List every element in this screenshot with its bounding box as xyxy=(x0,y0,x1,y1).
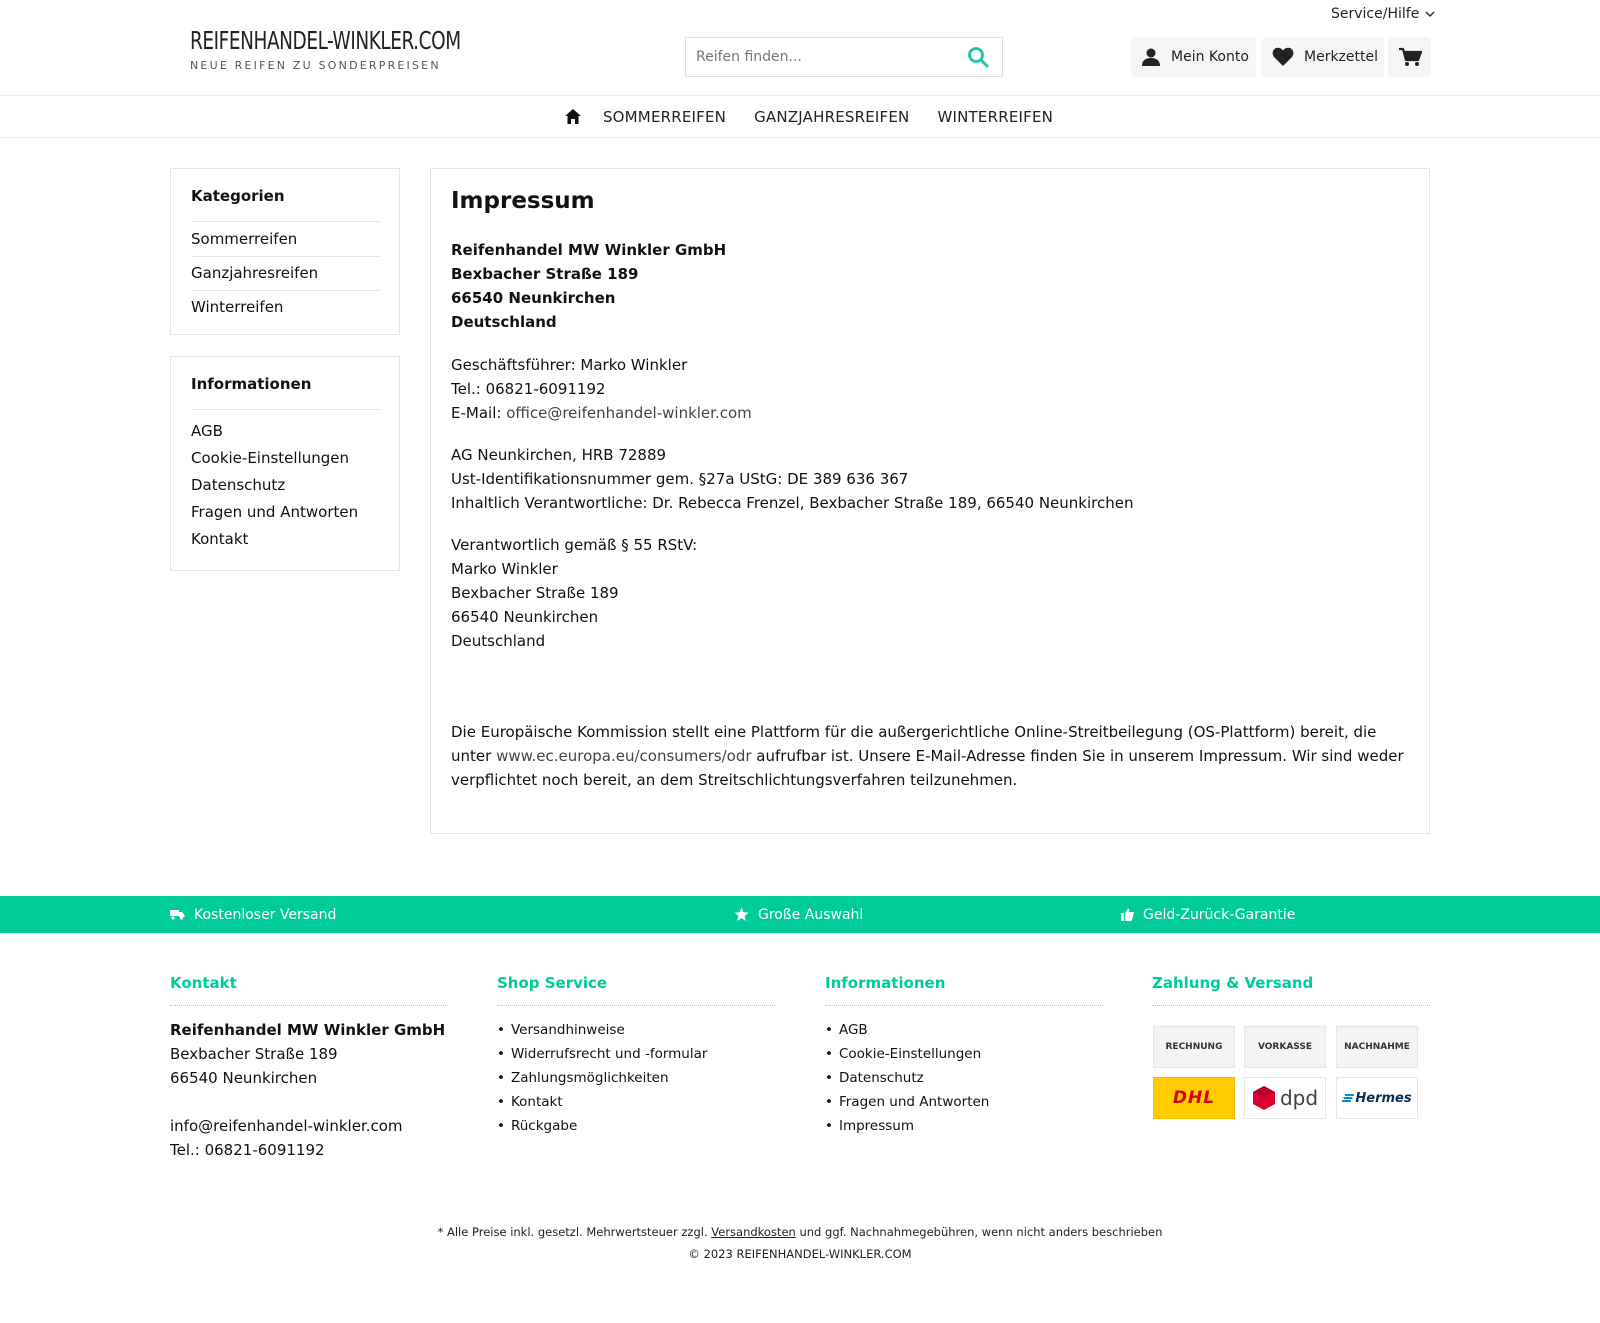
home-icon xyxy=(565,109,581,124)
footer-link-cookie-settings[interactable]: • Cookie-Einstellungen xyxy=(825,1042,1103,1066)
rstv-country: Deutschland xyxy=(451,632,546,650)
rstv-street: Bexbacher Straße 189 xyxy=(451,584,619,602)
information-box xyxy=(170,356,400,571)
company-city: 66540 Neunkirchen xyxy=(451,289,616,307)
sidebar-category-winterreifen[interactable]: Winterreifen xyxy=(191,298,284,316)
divider xyxy=(191,221,381,222)
company-street: Bexbacher Straße 189 xyxy=(451,265,639,283)
usp-selection xyxy=(734,896,863,933)
wishlist-button[interactable] xyxy=(1262,37,1384,77)
search-bar xyxy=(685,37,1003,77)
sidebar-category-ganzjahresreifen[interactable]: Ganzjahresreifen xyxy=(191,264,319,282)
carrier-dhl xyxy=(1153,1077,1235,1119)
footer-street: Bexbacher Straße 189 xyxy=(170,1045,338,1063)
footer-contact xyxy=(170,974,448,1162)
odr-text-1: Die Europäische Kommission stellt eine Plattform für die außergerichtliche Online-Streitbeilegung (OS-Plattform) bereit, die unter xyxy=(451,723,1377,765)
cart-button[interactable] xyxy=(1388,37,1431,77)
footer-phone: Tel.: 06821-6091192 xyxy=(170,1141,325,1159)
sidebar-info-faq[interactable]: Fragen und Antworten xyxy=(191,503,359,521)
carrier-hermes xyxy=(1336,1077,1418,1119)
dpd-cube-icon xyxy=(1252,1085,1276,1111)
contact-details xyxy=(451,353,1411,425)
odr-link[interactable]: www.ec.europa.eu/consumers/odr xyxy=(496,747,752,765)
footer-link-kontakt[interactable]: • Kontakt xyxy=(497,1090,775,1114)
footer-information xyxy=(825,974,1103,1138)
usp-guarantee-label: Geld-Zurück-Garantie xyxy=(1143,906,1296,923)
phone-number: Tel.: 06821-6091192 xyxy=(451,380,606,398)
divider xyxy=(191,409,381,410)
nav-ganzjahresreifen[interactable]: GANZJAHRESREIFEN xyxy=(754,107,910,126)
nav-winterreifen[interactable]: WINTERREIFEN xyxy=(937,107,1054,126)
footer-shop-service xyxy=(497,974,775,1138)
carrier-dpd xyxy=(1244,1077,1326,1119)
categories-title: Kategorien xyxy=(191,187,285,205)
footer-contact-title: Kontakt xyxy=(170,974,237,992)
usp-bar xyxy=(0,896,1600,933)
divider xyxy=(1152,1005,1430,1006)
sidebar-info-datenschutz[interactable]: Datenschutz xyxy=(191,476,286,494)
site-header xyxy=(0,0,1600,96)
footer-link-agb[interactable]: • AGB xyxy=(825,1018,1103,1042)
footer-city: 66540 Neunkirchen xyxy=(170,1069,318,1087)
managing-director: Geschäftsführer: Marko Winkler xyxy=(451,356,688,374)
register-details xyxy=(451,443,1411,515)
divider xyxy=(191,256,381,257)
star-icon xyxy=(734,907,749,922)
carrier-hermes-label: Hermes xyxy=(1355,1090,1412,1106)
payment-vorkasse xyxy=(1244,1026,1326,1068)
account-label: Mein Konto xyxy=(1171,49,1249,65)
payment-vorkasse-label: VORKASSE xyxy=(1257,1042,1313,1052)
site-logo[interactable] xyxy=(170,18,500,80)
payment-rechnung-label: RECHNUNG xyxy=(1165,1042,1223,1052)
copyright: © 2023 REIFENHANDEL-WINKLER.COM xyxy=(688,1247,912,1261)
odr-text-2: aufrufbar ist. Unsere E-Mail-Adresse finden Sie in unserem Impressum. Wir sind weder verpflichtet noch bereit, an dem Streitschlichtungsverfahren teilzunehmen. xyxy=(451,747,1404,789)
footer-link-widerrufsrecht[interactable]: • Widerrufsrecht und -formular xyxy=(497,1042,775,1066)
wishlist-label: Merkzettel xyxy=(1304,49,1378,65)
register-court: AG Neunkirchen, HRB 72889 xyxy=(451,446,667,464)
heart-icon xyxy=(1272,47,1294,67)
email-link[interactable]: office@reifenhandel-winkler.com xyxy=(506,404,752,422)
thumbs-up-icon xyxy=(1121,908,1134,921)
rstv-title: Verantwortlich gemäß § 55 RStV: xyxy=(451,536,698,554)
footer-payment-title: Zahlung & Versand xyxy=(1152,974,1314,992)
usp-guarantee xyxy=(1121,896,1295,933)
carrier-dpd-label: dpd xyxy=(1279,1086,1319,1110)
footer-company-name: Reifenhandel MW Winkler GmbH xyxy=(170,1021,446,1039)
sidebar-info-kontakt[interactable]: Kontakt xyxy=(191,530,249,548)
responsible-content: Inhaltlich Verantwortliche: Dr. Rebecca Frenzel, Bexbacher Straße 189, 66540 Neunkirchen xyxy=(451,494,1134,512)
footer-link-datenschutz[interactable]: • Datenschutz xyxy=(825,1066,1103,1090)
divider xyxy=(497,1005,775,1006)
carrier-dhl-label: DHL xyxy=(1172,1088,1216,1108)
usp-shipping xyxy=(170,896,336,933)
service-help-menu[interactable] xyxy=(1331,6,1435,22)
logo-title: REIFENHANDEL-WINKLER.COM xyxy=(190,25,461,55)
payment-nachnahme-label: NACHNAHME xyxy=(1344,1042,1410,1052)
email-prefix: E-Mail: xyxy=(451,404,507,422)
footer-link-rueckgabe[interactable]: • Rückgabe xyxy=(497,1114,775,1138)
nav-sommerreifen[interactable]: SOMMERREIFEN xyxy=(602,107,727,126)
main-navigation xyxy=(0,96,1600,138)
company-address xyxy=(451,238,1411,334)
usp-shipping-label: Kostenloser Versand xyxy=(194,906,337,923)
chevron-down-icon xyxy=(1425,9,1435,19)
page-title: Impressum xyxy=(451,188,595,214)
payment-nachnahme xyxy=(1336,1026,1418,1068)
service-help-label: Service/Hilfe xyxy=(1331,6,1420,22)
footer-link-versandhinweise[interactable]: • Versandhinweise xyxy=(497,1018,775,1042)
rstv-name: Marko Winkler xyxy=(451,560,558,578)
truck-icon xyxy=(170,909,185,920)
sidebar-category-sommerreifen[interactable]: Sommerreifen xyxy=(191,230,298,248)
search-input[interactable] xyxy=(686,38,954,76)
footer-shop-service-title: Shop Service xyxy=(497,974,608,992)
divider xyxy=(825,1005,1103,1006)
logo-subtitle: NEUE REIFEN ZU SONDERPREISEN xyxy=(190,58,441,72)
home-nav-link[interactable] xyxy=(565,109,581,124)
footer-payment-shipping xyxy=(1152,974,1430,1006)
legal-text-2: und ggf. Nachnahmegebühren, wenn nicht anders beschrieben xyxy=(795,1225,1163,1239)
sidebar-info-agb[interactable]: AGB xyxy=(191,422,223,440)
payment-rechnung xyxy=(1153,1026,1235,1068)
account-button[interactable] xyxy=(1131,37,1256,77)
search-button[interactable] xyxy=(954,38,1002,76)
cart-icon xyxy=(1398,47,1422,67)
information-title: Informationen xyxy=(191,375,312,393)
rstv-responsible xyxy=(451,533,1411,653)
sidebar-info-cookie-settings[interactable]: Cookie-Einstellungen xyxy=(191,449,350,467)
usp-selection-label: Große Auswahl xyxy=(758,906,864,923)
footer-email-link[interactable]: info@reifenhandel-winkler.com xyxy=(170,1117,403,1135)
shipping-costs-link[interactable]: Versandkosten xyxy=(711,1225,796,1239)
impressum-content xyxy=(430,168,1430,834)
company-country: Deutschland xyxy=(451,313,557,331)
vat-id: Ust-Identifikationsnummer gem. §27a UStG: DE 389 636 367 xyxy=(451,470,909,488)
legal-text-1: * Alle Preise inkl. gesetzl. Mehrwertsteuer zzgl. xyxy=(437,1225,712,1239)
footer-link-faq[interactable]: • Fragen und Antworten xyxy=(825,1090,1103,1114)
divider xyxy=(191,290,381,291)
categories-box xyxy=(170,168,400,335)
user-icon xyxy=(1141,47,1161,67)
rstv-city: 66540 Neunkirchen xyxy=(451,608,599,626)
footer-link-zahlungsmoeglichkeiten[interactable]: • Zahlungsmöglichkeiten xyxy=(497,1066,775,1090)
hermes-lines-icon xyxy=(1342,1093,1354,1103)
footer-information-title: Informationen xyxy=(825,974,946,992)
odr-notice xyxy=(451,720,1411,792)
footer-link-impressum[interactable]: • Impressum xyxy=(825,1114,1103,1138)
company-name: Reifenhandel MW Winkler GmbH xyxy=(451,241,727,259)
divider xyxy=(170,1005,448,1006)
search-icon xyxy=(967,46,989,68)
legal-notice xyxy=(0,1225,1600,1239)
